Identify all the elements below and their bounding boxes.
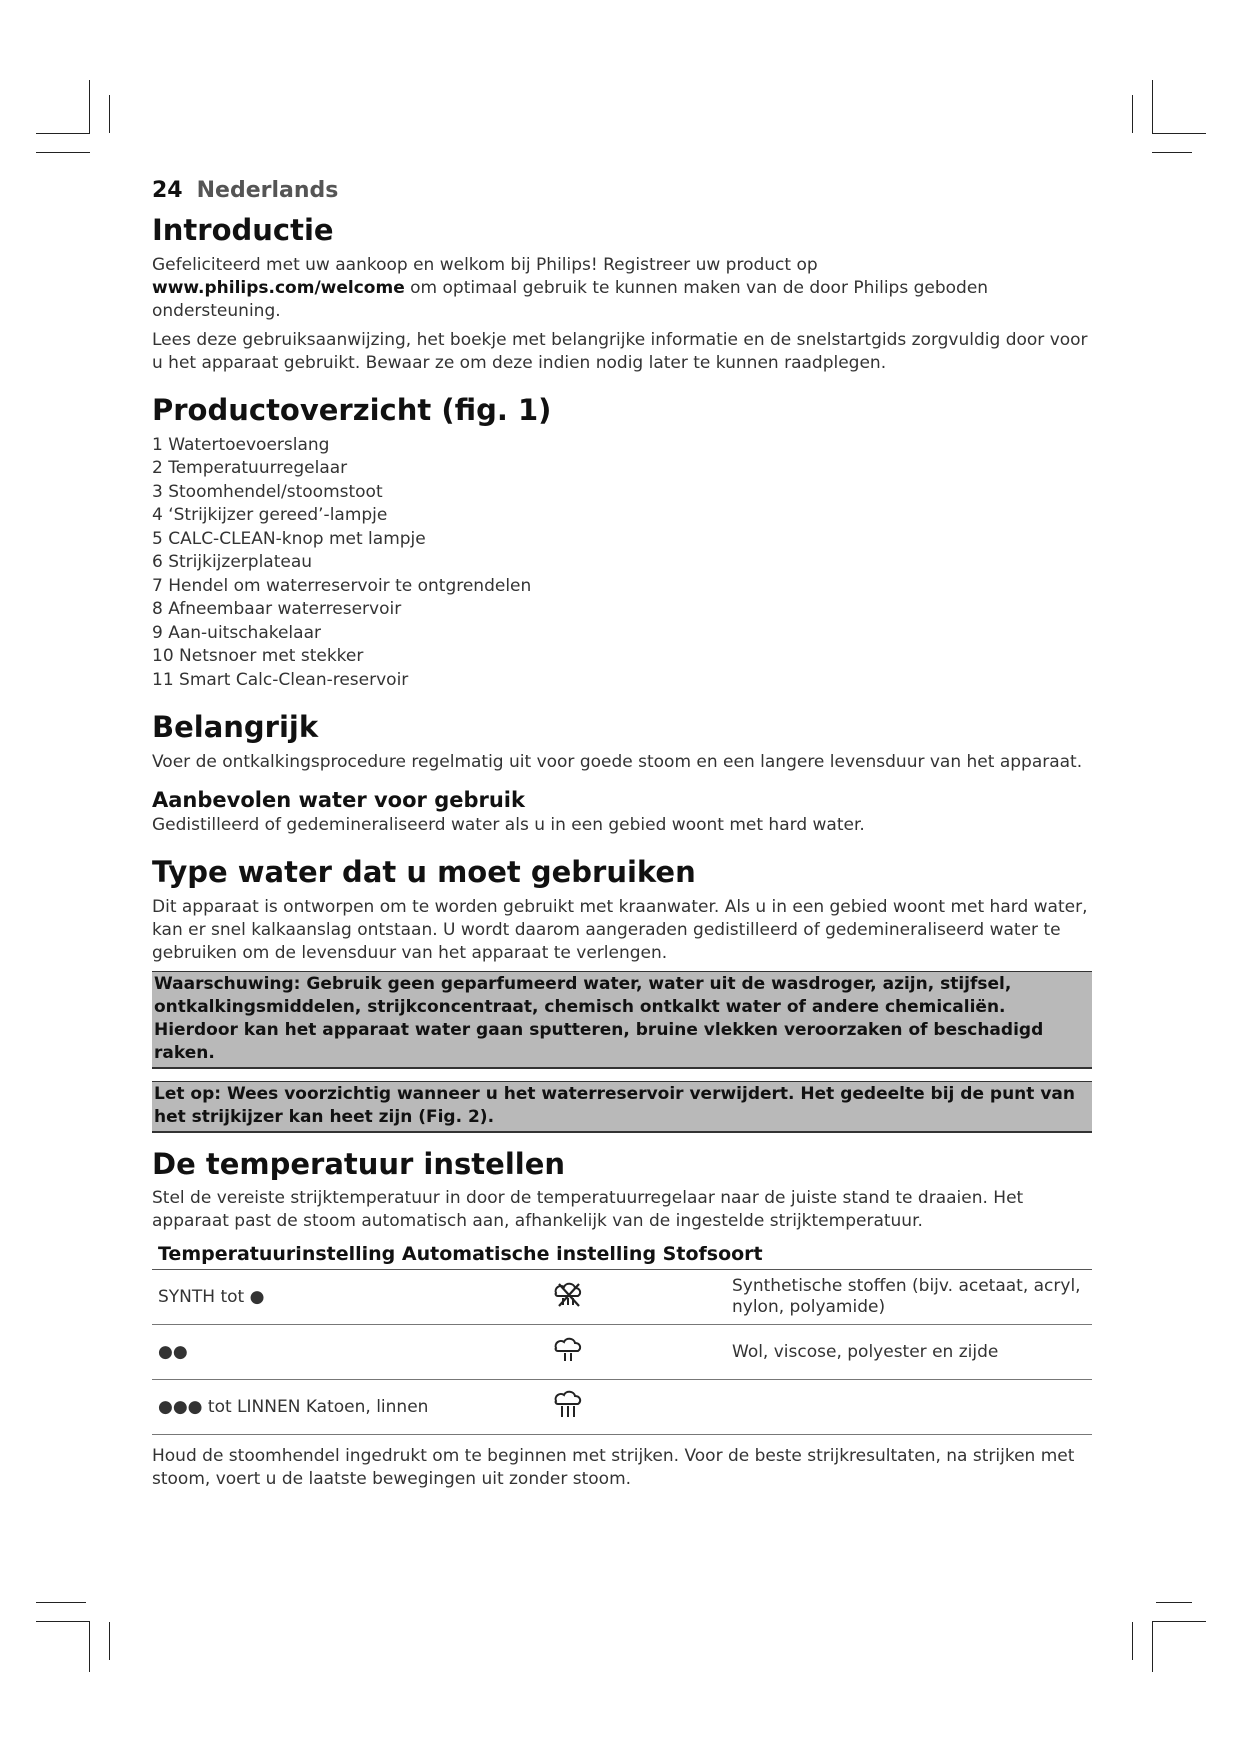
water-type-section [152, 855, 1092, 1133]
important-title: Belangrijk [152, 710, 319, 745]
no-steam-icon [550, 1279, 586, 1309]
crop-mark [89, 80, 90, 133]
table-cell-fabric [726, 1380, 1092, 1435]
list-item: 11 Smart Calc-Clean-reservoir [152, 669, 409, 690]
crop-mark [1152, 133, 1206, 134]
important-section [152, 710, 1092, 837]
intro-section [152, 213, 1092, 375]
crop-mark [1152, 80, 1153, 133]
temperature-title: De temperatuur instellen [152, 1146, 566, 1181]
water-type-title: Type water dat u moet gebruiken [152, 854, 696, 889]
philips-welcome-link[interactable]: www.philips.com/welcome [152, 277, 405, 298]
crop-mark [36, 152, 90, 153]
list-item: 3 Stoomhendel/stoomstoot [152, 481, 383, 502]
list-item: 9 Aan-uitschakelaar [152, 622, 321, 643]
list-item: 5 CALC-CLEAN-knop met lampje [152, 528, 426, 549]
table-cell-steam [544, 1380, 726, 1435]
crop-mark [109, 95, 110, 133]
warning-box: Waarschuwing: Gebruik geen geparfumeerd water, water uit de wasdroger, azijn, stijfsel, ontkalkingsmiddelen, strijkconcentraat, chemisch ontkalkt water of andere chemicaliën. Hierdoor kan het apparaat water gaan sputteren, bruine vlekken veroorzaken of beschadigd raken. [152, 971, 1092, 1069]
list-item: 2 Temperatuurregelaar [152, 458, 348, 479]
caution-box: Let op: Wees voorzichtig wanneer u het waterreservoir verwijdert. Het gedeelte bij de punt van het strijkijzer kan heet zijn (Fig. 2). [152, 1081, 1092, 1133]
intro-title: Introductie [152, 213, 334, 247]
crop-mark [109, 1622, 110, 1660]
page-header [152, 178, 1092, 203]
intro-p1-rest: om optimaal gebruik te kunnen maken van de door Philips geboden ondersteuning. [152, 277, 989, 321]
page-language: Nederlands [196, 178, 339, 203]
table-cell-setting: ●●● tot LINNEN Katoen, linnen [152, 1380, 544, 1435]
table-cell-fabric: Synthetische stoffen (bijv. acetaat, acryl, nylon, polyamide) [726, 1270, 1092, 1325]
list-item: 1 Watertoevoerslang [152, 434, 330, 455]
low-steam-icon [550, 1334, 586, 1364]
crop-mark [1152, 1622, 1153, 1672]
page-number: 24 [152, 178, 183, 203]
table-cell-fabric: Wol, viscose, polyester en zijde [726, 1325, 1092, 1380]
list-item: 7 Hendel om waterreservoir te ontgrendelen [152, 575, 532, 596]
table-row [152, 1380, 1092, 1435]
parts-list [152, 434, 1092, 693]
table-header: Temperatuurinstelling Automatische instelling Stofsoort [152, 1239, 1092, 1270]
list-item: 6 Strijkijzerplateau [152, 552, 313, 573]
water-type-paragraph: Dit apparaat is ontworpen om te worden gebruikt met kraanwater. Als u in een gebied woont met hard water, kan er snel kalkaanslag ontstaan. U wordt daarom aangeraden gedistilleerd of gedemineraliseerd water te gebruiken om de levensduur van het apparaat te verlengen. [152, 896, 1088, 963]
temperature-table [152, 1239, 1092, 1435]
table-cell-steam [544, 1270, 726, 1325]
crop-mark [1132, 1622, 1133, 1660]
table-cell-setting: SYNTH tot ● [152, 1270, 544, 1325]
high-steam-icon [550, 1389, 586, 1419]
crop-mark [1132, 95, 1133, 133]
crop-mark [36, 1602, 86, 1603]
intro-p1-text: Gefeliciteerd met uw aankoop en welkom bij Philips! Registreer uw product op [152, 254, 818, 275]
crop-mark [89, 1622, 90, 1672]
table-cell-steam [544, 1325, 726, 1380]
crop-mark [36, 1621, 90, 1622]
temperature-section [152, 1147, 1092, 1492]
crop-mark [1152, 1621, 1206, 1622]
overview-section [152, 393, 1092, 692]
intro-paragraph-2: Lees deze gebruiksaanwijzing, het boekje met belangrijke informatie en de snelstartgids zorgvuldig door voor u het apparaat gebruikt. Bewaar ze om deze indien nodig later te kunnen raadplegen. [152, 329, 1088, 373]
intro-paragraph-1 [152, 254, 1092, 323]
crop-mark [1152, 152, 1192, 153]
list-item: 4 ‘Strijkijzer gereed’-lampje [152, 505, 388, 526]
table-row [152, 1325, 1092, 1380]
crop-mark [36, 133, 90, 134]
recommended-water-paragraph: Gedistilleerd of gedemineraliseerd water als u in een gebied woont met hard water. [152, 814, 865, 835]
overview-title: Productoverzicht (fig. 1) [152, 392, 552, 427]
temperature-paragraph: Stel de vereiste strijktemperatuur in door de temperatuurregelaar naar de juiste stand te draaien. Het apparaat past de stoom automatisch aan, afhankelijk van de ingestelde strijktemperatuur. [152, 1188, 1024, 1232]
list-item: 10 Netsnoer met stekker [152, 646, 364, 667]
list-item: 8 Afneembaar waterreservoir [152, 599, 402, 620]
temperature-closing-paragraph: Houd de stoomhendel ingedrukt om te beginnen met strijken. Voor de beste strijkresultaten, na strijken met stoom, voert u de laatste bewegingen uit zonder stoom. [152, 1446, 1075, 1490]
page-content [152, 178, 1092, 1509]
table-cell-setting: ●● [152, 1325, 544, 1380]
table-row [152, 1270, 1092, 1325]
important-paragraph: Voer de ontkalkingsprocedure regelmatig uit voor goede stoom en een langere levensduur van het apparaat. [152, 751, 1083, 772]
recommended-water-subtitle: Aanbevolen water voor gebruik [152, 787, 525, 812]
crop-mark [1156, 1602, 1192, 1603]
